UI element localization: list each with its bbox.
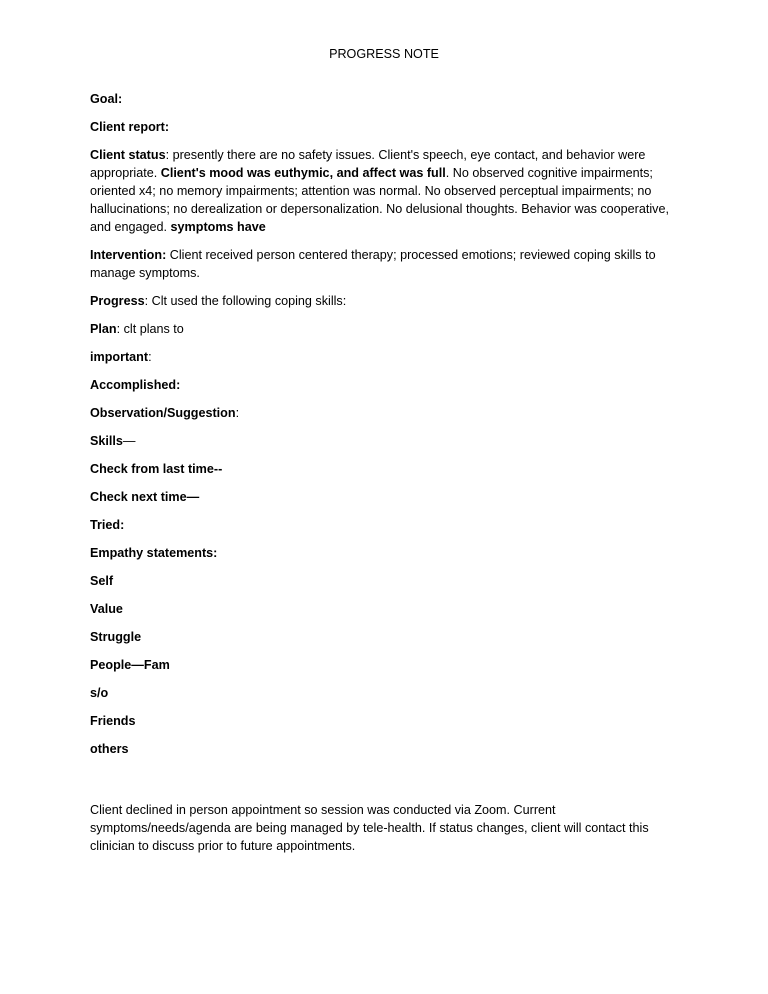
- tried-label: Tried:: [90, 518, 125, 532]
- skills-label: Skills: [90, 434, 123, 448]
- intervention-paragraph: [90, 246, 680, 282]
- accomplished-label: Accomplished:: [90, 378, 181, 392]
- client-status-text-2: . No observed cognitive impairments; oriented x4; no memory impairments; attention was normal. No observed perceptual impairments; no hallucinations; no derealization or depersonalization. No delusional thoughts. Behavior was cooperative, and engaged.: [90, 166, 669, 234]
- struggle-label: Struggle: [90, 630, 142, 644]
- document-title: PROGRESS NOTE: [329, 47, 439, 61]
- check-last-time-label: Check from last time--: [90, 462, 223, 476]
- observation-paragraph: [90, 404, 680, 422]
- note-body: [90, 90, 680, 768]
- observation-text: :: [235, 406, 240, 420]
- client-mood-statement: Client's mood was euthymic, and affect was full: [160, 166, 446, 180]
- so-label: s/o: [90, 686, 109, 700]
- skills-paragraph: [90, 432, 680, 450]
- check-next-time-label: Check next time—: [90, 490, 200, 504]
- observation-label: Observation/Suggestion: [90, 406, 236, 420]
- client-status-text-1: : presently there are no safety issues. Client's speech, eye contact, and behavior were appropriate.: [90, 148, 646, 180]
- client-report-label: Client report:: [90, 120, 170, 134]
- important-paragraph: [90, 348, 680, 366]
- friends-label: Friends: [90, 714, 136, 728]
- progress-label: Progress: [90, 294, 145, 308]
- plan-label: Plan: [90, 322, 117, 336]
- client-status-label: Client status: [90, 148, 166, 162]
- intervention-text: Client received person centered therapy; processed emotions; reviewed coping skills to manage symptoms.: [90, 248, 656, 280]
- client-status-paragraph: [90, 146, 680, 236]
- progress-text: : Clt used the following coping skills:: [144, 294, 347, 308]
- symptoms-have-statement: symptoms have: [170, 220, 266, 234]
- people-fam-label: People—Fam: [90, 658, 170, 672]
- goal-label: Goal:: [90, 92, 123, 106]
- plan-paragraph: [90, 320, 680, 338]
- skills-text: —: [122, 434, 136, 448]
- telehealth-closing-paragraph: Client declined in person appointment so session was conducted via Zoom. Current symptoms/needs/agenda are being managed by tele-health. If status changes, client will contact this clinician to discuss prior to future appointments.: [90, 803, 649, 853]
- plan-text: : clt plans to: [116, 322, 184, 336]
- important-label: important: [90, 350, 149, 364]
- value-label: Value: [90, 602, 123, 616]
- others-label: others: [90, 742, 129, 756]
- progress-paragraph: [90, 292, 680, 310]
- intervention-label: Intervention:: [90, 248, 167, 262]
- self-label: Self: [90, 574, 114, 588]
- empathy-statements-label: Empathy statements:: [90, 546, 218, 560]
- important-text: :: [148, 350, 152, 364]
